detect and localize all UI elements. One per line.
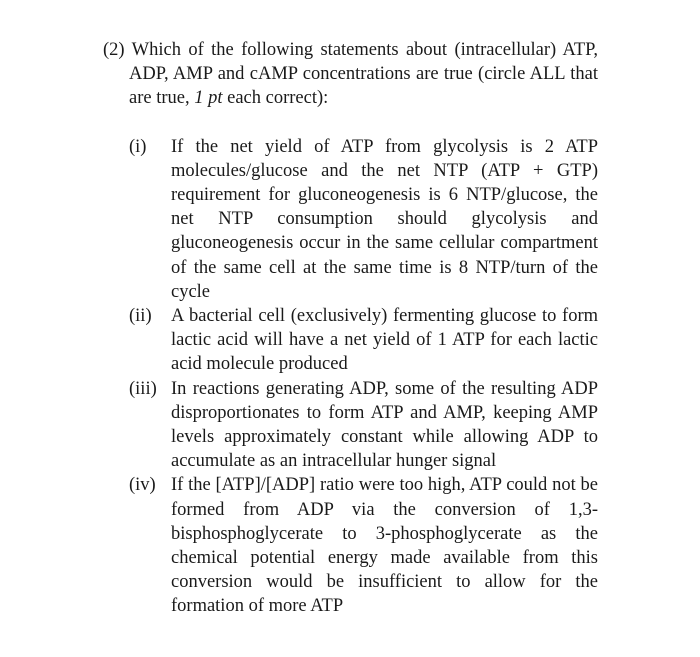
- points-italic: 1 pt: [194, 88, 223, 109]
- option-label: (iii): [129, 378, 157, 399]
- option-label: (iv): [129, 475, 156, 496]
- option-ii[interactable]: [129, 304, 598, 377]
- option-text: In reactions generating ADP, some of the resulting ADP disproportionates to form ATP and AMP, keeping AMP levels approximately constant while allowing ADP to accumulate as an intracellular hunger signal: [171, 378, 598, 472]
- option-i[interactable]: [129, 135, 598, 304]
- option-text: If the [ATP]/[ADP] ratio were too high, ATP could not be formed from ADP via the conversion of 1,3-bisphosphoglycerate to 3-phosphoglycerate as the chemical potential energy made available from this conversion would be insufficient to allow for the formation of more ATP: [171, 475, 598, 617]
- option-label: (i): [129, 136, 147, 157]
- option-iv[interactable]: [129, 473, 598, 618]
- option-text: If the net yield of ATP from glycolysis is 2 ATP molecules/glucose and the net NTP (ATP + GTP) requirement for gluconeogenesis is 6 NTP/glucose, the net NTP consumption should glycolysis and gluconeogenesis occur in the same cellular compartment of the same cell at the same time is 8 NTP/turn of the cycle: [171, 136, 598, 302]
- option-iii[interactable]: [129, 377, 598, 474]
- question-number: (2): [103, 40, 125, 60]
- question-block: [103, 38, 598, 619]
- question-stem: [103, 38, 598, 111]
- answer-options: [103, 135, 598, 619]
- option-text: A bacterial cell (exclusively) fermenting glucose to form lactic acid will have a net yield of 1 ATP for each lactic acid molecule produced: [171, 306, 598, 375]
- question-stem-end: each correct):: [222, 88, 329, 109]
- option-label: (ii): [129, 306, 152, 327]
- question-stem-text: Which of the following statements about (intracellular) ATP, ADP, AMP and cAMP concentrations are true (circle ALL that are true,: [129, 40, 598, 109]
